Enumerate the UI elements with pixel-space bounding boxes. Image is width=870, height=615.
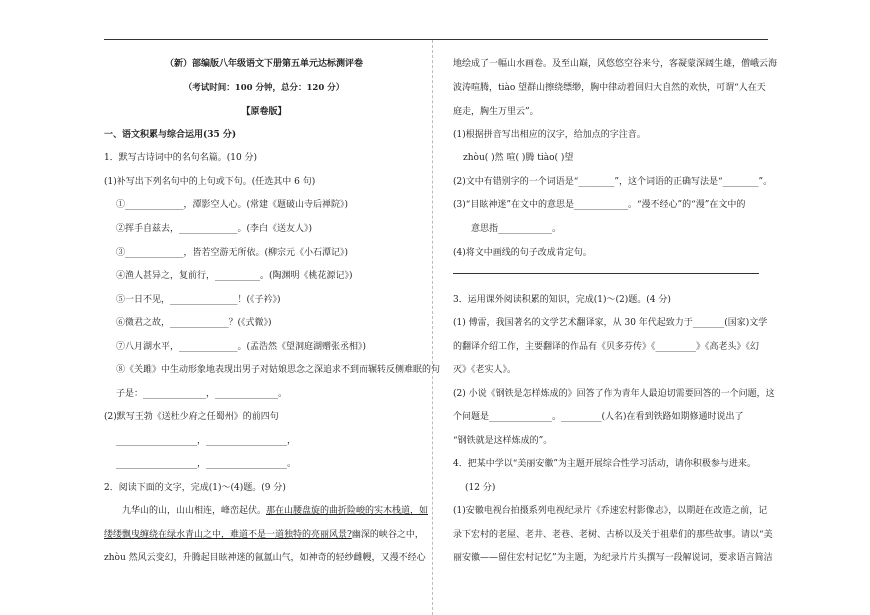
q1-item-c: ③_____________，皆若空游无所依。(柳宗元《小石潭记》) [116, 248, 349, 258]
q3-sub-1-cont: 的翻译介绍工作，主要翻译的作品有《贝多芬传》《_________》《高老头》《幻 [453, 342, 760, 352]
q1-2-blank-line-2: __________________，__________________。 [116, 459, 297, 469]
q3-sub-1-cont-2: 灭》《老实人》。 [453, 365, 517, 375]
answer-line [453, 273, 759, 274]
q4-sub-1-cont-2: 丽安徽——留住宏村记忆”为主题，为纪录片片头撰写一段解说词，要求语言简洁 [453, 553, 773, 563]
passage-line-5: 波涛喧腾，tiào 望群山擦绕缥缈，胸中律动着回归大自然的欢快，可谓“人在天 [453, 83, 766, 93]
q2-sub-3-cont: 意思指____________。 [471, 224, 562, 234]
q4-sub-1-cont: 录下宏村的老屋、老井、老巷、老树、古桥以及关于祖辈们的那些故事。请以“美 [453, 530, 773, 540]
question-4: 4．把某中学以“美丽安徽”为主题开展综合性学习活动，请你积极参与进来。 [453, 459, 756, 469]
question-1: 1．默写古诗词中的名句名篇。(10 分) [104, 153, 258, 163]
q2-sub-4: (4)将文中画线的句子改成肯定句。 [453, 248, 592, 258]
q3-sub-1: (1) 傅雷，我国著名的文学艺术翻译家，从 30 年代起致力于_______(国家)文学 [453, 318, 768, 328]
q3-sub-2-cont: 个问题是______________。_________(人名)在看到铁路如期修通时说出了 [453, 412, 744, 422]
question-4-score: (12 分) [465, 483, 496, 493]
q2-sub-2: (2)文中有错别字的一个词语是“________”，这个词语的正确写法是“________”。 [453, 177, 773, 187]
q2-sub-1: (1)根据拼音写出相应的汉字，给加点的字注音。 [453, 130, 646, 140]
q1-2-blank-line-1: __________________，__________________， [116, 436, 297, 446]
q1-item-f: ⑥微君之故，_____________？(《式微》) [116, 318, 272, 328]
passage-line-2-plain: 幽深的峡谷之中， [351, 530, 424, 540]
passage-line-1 [122, 505, 428, 517]
passage-underlined-sentence-cont: 缕缕飘曳缠绕在绿水青山之中，难道不是一道独特的亮丽风景? [104, 530, 352, 540]
q3-sub-2: (2) 小说《钢铁是怎样炼成的》回答了作为青年人最迫切需要回答的一个问题，这 [453, 389, 775, 399]
question-1-part-1: (1)补写出下列名句中的上句或下句。(任选其中 6 句) [104, 177, 316, 187]
q1-item-h: ⑧《关雎》中生动形象地表现出男子对姑娘思念之深追求不到而辗转反侧难眠的句 [116, 365, 441, 375]
question-1-part-2: (2)默写王勃《送杜少府之任蜀州》的前四句 [104, 412, 279, 422]
top-rule [104, 39, 768, 40]
passage-line-1-plain: 九华山的山，山山相连，峰峦起伏。 [122, 506, 267, 516]
q1-item-e: ⑤一日不见，_______________！(《子衿》) [116, 295, 281, 305]
passage-underlined-sentence: 那在山腰盘旋的曲折险峻的实木栈道，如 [266, 506, 429, 516]
q3-sub-2-cont-2: “钢铁就是这样炼成的”。 [453, 436, 553, 446]
q1-item-b: ②挥手自兹去，_____________。(李白《送友人》) [116, 224, 313, 234]
passage-line-4: 地绘成了一幅山水画卷。及至山巅，风悠悠空谷来兮，客凝蒙深阔生雄，僧峨云海 [453, 59, 778, 69]
q1-item-a: ①_____________，潭影空人心。(常建《题破山寺后禅院》) [116, 200, 349, 210]
passage-line-2 [104, 529, 424, 541]
q1-item-d: ④渔人甚异之，复前行，__________。(陶渊明《桃花源记》) [116, 271, 353, 281]
q4-sub-1: (1)安徽电视台拍摄系列电视纪录片《乔速宏村影像志》，以期赶在改造之前，记 [453, 506, 768, 516]
doc-subtitle: （考试时间：100 分钟，总分：120 分） [183, 83, 345, 93]
q2-sub-3: (3)“目眩神迷”在文中的意思是____________。“漫不经心”的“漫”在文中的 [453, 200, 746, 210]
doc-version: 【原卷版】 [241, 107, 287, 117]
q1-item-h-cont: 子是：______________，______________。 [116, 389, 288, 399]
section-1-heading: 一、语文积累与综合运用(35 分) [104, 130, 237, 140]
question-2: 2．阅读下面的文字，完成(1)～(4)题。(9 分) [104, 483, 286, 493]
column-divider [432, 40, 433, 615]
question-3: 3．运用课外阅读积累的知识，完成(1)～(2)题。(4 分) [453, 295, 671, 305]
passage-line-3: zhòu 然风云变幻，升腾起目眩神迷的氤氲山气，如神奇的轻纱雌幔，又漫不经心 [104, 553, 426, 563]
passage-line-6: 庭走，胸生万里云”。 [453, 107, 539, 117]
q2-sub-1-blanks: zhòu( )然 喧( )腾 tiào( )望 [463, 153, 574, 163]
doc-title: （新）部编版八年级语文下册第五单元达标测评卷 [164, 59, 363, 69]
q1-item-g: ⑦八月湖水平，_____________。(孟浩然《望洞庭湖赠张丞相》) [116, 342, 367, 352]
